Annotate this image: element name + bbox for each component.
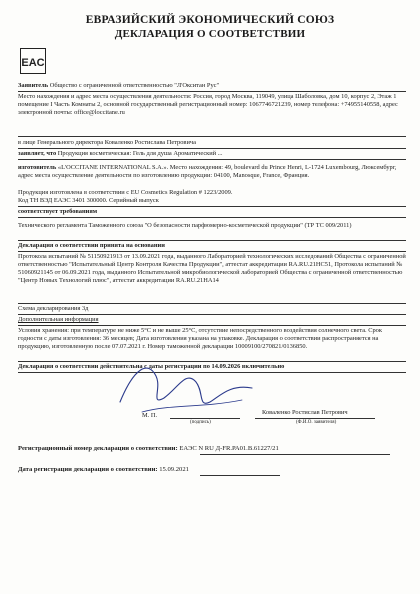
additional-title-text: Дополнительная информация [18, 316, 99, 323]
validity-date: 14.09.2026 включительно [211, 363, 285, 370]
divider [18, 325, 406, 326]
divider [18, 303, 406, 304]
additional-text: Условия хранения: при температуре не ниже 5°С и не выше 25°С, отсутствие непосредственного воздействия солнечного света. Срок годности с даты изготовления: 36 месяцев; Дата изготовления указана на упаковке. Декларация о соответствии распространяется на продукцию, изготовленную после 07.07.2021 г. Номер таможенной декларации 10009100/270821/0136850. [18, 327, 382, 350]
divider [18, 206, 406, 207]
divider [18, 240, 406, 241]
eac-logo-text: EAC [21, 57, 45, 69]
additional-title [18, 316, 406, 324]
registration-number-value: ЕАЭС N RU Д-FR.РА01.В.61227/21 [179, 445, 279, 452]
manufacturer-label: изготовитель [18, 164, 57, 171]
divider [18, 136, 406, 137]
eac-logo-icon [20, 48, 46, 74]
divider [18, 314, 406, 315]
applicant-block [18, 82, 406, 90]
registration-number-label: Регистрационный номер декларации о соответствии: [18, 445, 178, 452]
production-standard: Продукция изготовлена в соответствии с EU Cosmetics Regulation # 1223/2009. [18, 189, 233, 196]
hs-code: Код ТН ВЭД ЕАЭС 3401 300000. Серийный выпуск [18, 197, 159, 204]
manufacturer-text: «L'OCCITANE INTERNATIONAL S.A.». Место нахождения: 49, boulevard du Prince Henri, L-1724 Luxembourg, Люксембург, адрес места осуществление деятельности по изготовлению продукции: 04100, Manosque, France, Франция. [18, 164, 397, 179]
applicant-name: Общество с ограниченной ответственностью "Л'Окситан Рус" [49, 82, 220, 89]
document-title: ДЕКЛАРАЦИЯ О СООТВЕТСТВИИ [114, 28, 306, 40]
applicant-label: Заявитель [18, 82, 49, 89]
registration-date [18, 466, 189, 473]
name-line [255, 418, 375, 419]
divider [18, 217, 406, 218]
requirements-text: Технического регламента Таможенного союза "О безопасности парфюмерно-косметической продукции" (ТР ТС 009/2011) [18, 222, 352, 229]
divider [18, 148, 406, 149]
declares-label: заявляет, что [18, 150, 57, 157]
declaration-scheme: Схема декларирования 3д [18, 305, 89, 312]
registration-number-line [200, 454, 390, 455]
divider [18, 91, 406, 92]
divider [18, 159, 406, 160]
registration-number [18, 445, 279, 452]
signature-caption: (подпись) [190, 420, 211, 425]
manufacturer-block [18, 164, 406, 180]
applicant-address: Место нахождения и адрес места осуществления деятельности: Россия, город Москва, 119049, улица Шаболовка, дом 10, корпус 2, Этаж 1 помещение I Часть Комнаты 2, основной государственный регистрационный номер: 1067746721239, номер телефона: +74955140558, адрес электронной почты: office@loccitane.ru [18, 93, 398, 116]
declares-block [18, 150, 406, 158]
registration-date-line [200, 475, 280, 476]
requirements-title: соответствует требованиям [18, 208, 98, 215]
handwritten-signature [112, 352, 262, 422]
registration-date-value: 15.09.2021 [159, 466, 189, 473]
basis-text: Протокола испытаний № 51150921913 от 13.09.2021 года, выданного Лабораторией технологических исследований Общества с ограниченной ответственностью "Испытательный Центр Контроля Качества Продукции", аттестат аккредитации RA.RU.21HC51, Протокола испытаний № 51060921145 от 06.09.2021 года, выданного Испытательной микробиологической лабораторией Общества с ограниченной ответственностью "Центр Новых Технологий плюс", аттестат аккредитации RA.RU.21HA14 [18, 253, 406, 284]
validity-prefix: Декларация о соответствии действительна с даты регистрации по [18, 363, 210, 370]
basis-title: Декларация о соответствии принята на основании [18, 242, 165, 249]
stamp-place-label: М. П. [142, 412, 158, 419]
applicant-representative: в лице Генерального директора Коваленко Ростислава Петровича [18, 139, 196, 146]
union-title: ЕВРАЗИЙСКИЙ ЭКОНОМИЧЕСКИЙ СОЮЗ [85, 14, 335, 26]
signer-name: Коваленко Ростислав Петрович [262, 409, 348, 416]
divider [18, 251, 406, 252]
name-caption: (Ф.И.О. заявителя) [296, 420, 337, 425]
product-name: Продукция косметическая: Гель для душа Ароматический ... [57, 150, 223, 157]
registration-date-label: Дата регистрации декларации о соответствии: [18, 466, 158, 473]
